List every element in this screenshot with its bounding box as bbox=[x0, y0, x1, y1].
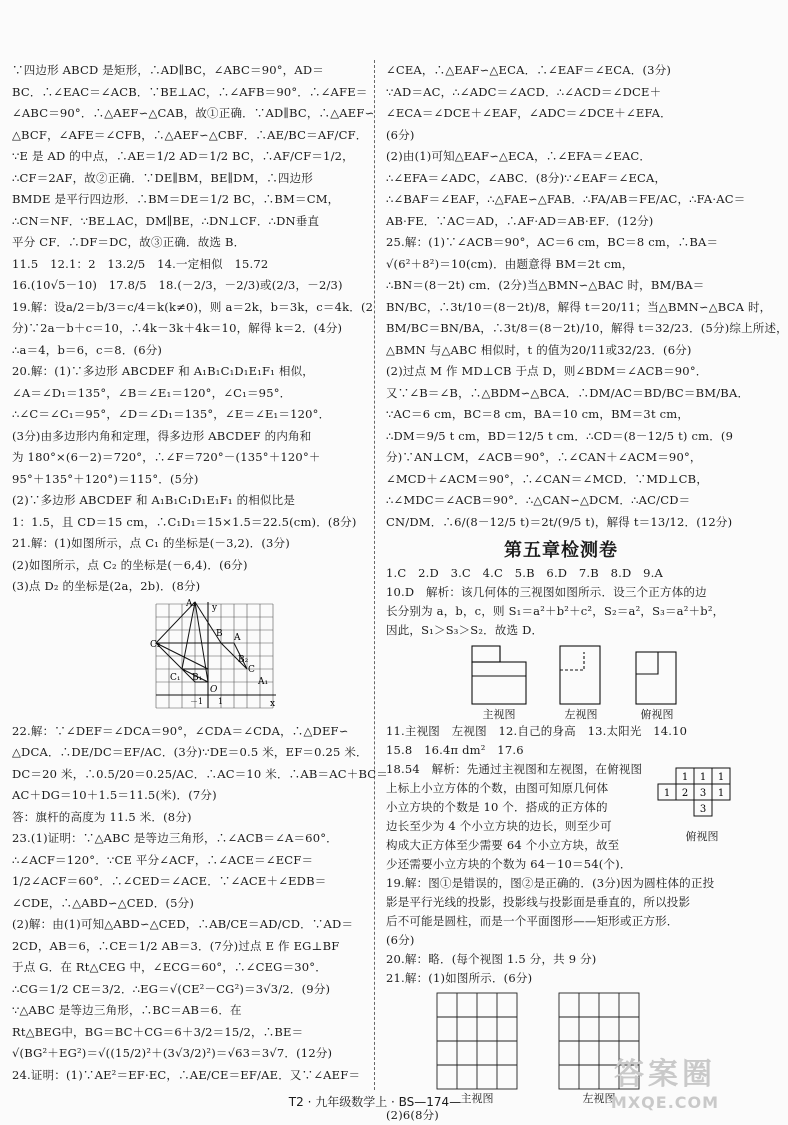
text-line: ∴a＝4，b＝6，c＝8．(6分) bbox=[12, 342, 163, 357]
tv-cell-1-3: 1 bbox=[717, 772, 725, 783]
text-line: △BCF，∠AFE＝∠CFB，∴△AEF∽△CBF．∴AE/BC＝AF/CF． bbox=[12, 127, 368, 142]
point-a-label: A bbox=[234, 632, 241, 643]
point-c1-label: C₁ bbox=[170, 672, 181, 683]
text-line: 11.5 12.1：2 13.2/5 14.一定相似 15.72 bbox=[12, 256, 269, 271]
tv-cell-2-2: 2 bbox=[681, 788, 689, 799]
tv-cell-1-1: 1 bbox=[681, 772, 689, 783]
watermark-url: MXQE.COM bbox=[610, 1093, 720, 1112]
top-view-drawing bbox=[634, 644, 680, 706]
text-line: 95°＋135°＋120°)＝115°．(5分) bbox=[12, 471, 199, 486]
text-line: 1/2∠ACF＝60°．∴∠CED＝∠ACE．∵∠ACE＋∠EDB＝ bbox=[12, 874, 327, 888]
text-line: BN/BC，∴3t/10＝(8－2t)/8，解得 t＝20/11；当△BMN∽△BCA 时， bbox=[386, 299, 772, 314]
text-line: 于点 G．在 Rt△CEG 中，∠ECG＝60°，∴∠CEG＝30°． bbox=[12, 960, 327, 974]
text-line: ∠CEA，∴△EAF∽△ECA．∴∠EAF＝∠ECA．(3分) bbox=[386, 63, 672, 77]
text-line: 16.(10√5－10) 17.8/5 18.(－2/3，－2/3)或(2/3，－2/3) bbox=[12, 278, 343, 292]
text-line: 10.D 解析：该几何体的三视图如图所示．设三个正方体的边 bbox=[386, 585, 707, 599]
text-line: (2)如图所示，点 C₂ 的坐标是(－6,4)．(6分) bbox=[12, 557, 248, 572]
right-lines-d bbox=[386, 874, 736, 988]
q21-front-view-grid bbox=[436, 992, 518, 1090]
text-line: ∠ABC＝90°．∴△AEF∽△CAB，故①正确．∵AD∥BC，∴△AEF∽ bbox=[12, 106, 375, 120]
left-lines-a bbox=[12, 60, 375, 598]
text-line: ∵四边形 ABCD 是矩形，∴AD∥BC，∠ABC＝90°，AD＝ bbox=[12, 63, 325, 77]
text-line: ∠MCD＋∠ACM＝90°，∴∠CAN＝∠MCD．∵MD⊥CB， bbox=[386, 471, 709, 486]
text-line: 又∵∠B＝∠B，∴△BDM∽△BCA．∴DM/AC＝BD/BC＝BM/BA． bbox=[386, 385, 750, 400]
text-line: ∠CDE，∴△ABD∽△CED．(5分) bbox=[12, 895, 195, 910]
text-line: ∠A＝∠D₁＝135°，∠B＝∠E₁＝120°，∠C₁＝95°． bbox=[12, 385, 292, 400]
page-footer: T2 · 九年级数学上 · BS—174— bbox=[288, 1095, 462, 1109]
text-line: 19.解：设a/2＝b/3＝c/4＝k(k≠0)，则 a＝2k，b＝3k，c＝4k．(2 bbox=[12, 299, 374, 314]
text-line: 平分 CF．∴DF＝DC，故③正确．故选 B． bbox=[12, 235, 246, 249]
text-line: 19.解：图①是错误的，图②是正确的．(3分)因为圆柱体的正投 bbox=[386, 876, 715, 890]
point-b-label: B bbox=[216, 628, 223, 639]
text-line: CN/DM．∴6/(8－12/5 t)＝2t/(9/5 t)，解得 t＝13/12．(12分) bbox=[386, 514, 733, 529]
text-line: ∵△ABC 是等边三角形，∴BC＝AB＝6．在 bbox=[12, 1003, 242, 1017]
text-line: BMDE 是平行四边形．∴BM＝DE＝1/2 BC，∴BM＝CM， bbox=[12, 192, 340, 206]
text-line: 分)∵AN⊥CM，∠ACB＝90°，∴∠CAN＋∠ACM＝90°， bbox=[386, 450, 702, 464]
text-line: ∴CN＝NF．∵BE⊥AC，DM∥BE，∴DN⊥CF．∴DN垂直 bbox=[12, 213, 320, 228]
text-line: ∴BN＝(8－2t) cm．(2分)当△BMN∽△BAC 时，BM/BA＝ bbox=[386, 278, 705, 292]
text-line: AB·FE．∵AC＝AD，∴AF·AD＝AB·EF．(12分) bbox=[386, 213, 654, 228]
text-line: ∴∠MDC＝∠ACB＝90°．∴△CAN∽△DCM．∴AC/CD＝ bbox=[386, 493, 691, 507]
text-line: BC．∴∠EAC＝∠ACB．∵BE⊥AC，∴∠AFB＝90°．∴∠AFE＝ bbox=[12, 84, 368, 99]
text-line: (2)解：由(1)可知△ABD∽△CED，∴AB/CE＝AD/CD．∵AD＝ bbox=[12, 917, 354, 931]
text-line: 边长至少为 4 个小立方块的边长，则至少可 bbox=[386, 819, 612, 833]
text-line: (2)由(1)可知△EAF∽△ECA，∴∠EFA＝∠EAC． bbox=[386, 149, 652, 163]
text-line: 1：1.5，且 CD＝15 cm，∴C₁D₁＝15×1.5＝22.5(cm)．(8分) bbox=[12, 514, 357, 529]
front-view-drawing bbox=[470, 644, 528, 706]
text-line: AC＋DG＝10＋1.5＝11.5(米)．(7分) bbox=[12, 788, 217, 802]
text-line: 25.解：(1)∵∠ACB＝90°，AC＝6 cm，BC＝8 cm，∴BA＝ bbox=[386, 235, 719, 249]
q11-q18-block bbox=[386, 722, 736, 874]
tv-cell-3-1: 3 bbox=[699, 804, 707, 815]
text-line: 答：旗杆的高度为 11.5 米．(8分) bbox=[12, 809, 192, 824]
text-line: 21.解：(1)如图所示，点 C₁ 的坐标是(－3,2)．(3分) bbox=[12, 536, 290, 550]
q18-top-view-label: 俯视图 bbox=[685, 830, 719, 843]
text-line: 小立方块的个数是 10 个．搭成的正方体的 bbox=[386, 800, 608, 814]
text-line: 后不可能是圆柱，而是一个平面图形——矩形或正方形． bbox=[386, 914, 679, 928]
left-column bbox=[12, 60, 389, 1082]
text-line: (6分) bbox=[386, 933, 415, 947]
text-line: 影是平行光线的投影，投影线与投影面是垂直的，所以投影 bbox=[386, 895, 691, 909]
tick-neg1-label: －1 bbox=[190, 696, 204, 706]
coordinate-grid-svg bbox=[152, 600, 280, 715]
tv-cell-2-4: 1 bbox=[717, 788, 725, 799]
text-line: ∵AD＝AC，∴∠ADC＝∠ACD．∴∠ACD＝∠DCE＋ bbox=[386, 84, 662, 99]
text-line: (3)点 D₂ 的坐标是(2a，2b)．(8分) bbox=[12, 579, 201, 593]
text-line: (2)过点 M 作 MD⊥CB 于点 D，则∠BDM＝∠ACB＝90°． bbox=[386, 364, 708, 378]
text-line: ∴∠C＝∠C₁＝95°，∠D＝∠D₁＝135°，∠E＝∠E₁＝120°． bbox=[12, 407, 331, 421]
text-line: ∴CF＝2AF，故②正确．∵DE∥BM，BE∥DM，∴四边形 bbox=[12, 170, 314, 185]
left-view-drawing bbox=[558, 644, 604, 706]
text-line: √(BG²＋EG²)＝√((15/2)²＋(3√3/2)²)＝√63＝3√7．(12分) bbox=[12, 1046, 333, 1060]
text-line: ∴∠BAF＝∠EAF，∴△FAE∽△FAB．∴FA/AB＝FE/AC，∴FA·AC＝ bbox=[386, 192, 746, 206]
text-line: ∴DM＝9/5 t cm，BD＝12/5 t cm．∴CD＝(8－12/5 t) cm．(9 bbox=[386, 428, 734, 443]
text-line: 24.证明：(1)∵AE²＝EF·EC，∴AE/CE＝EF/AE．又∵∠AEF＝ bbox=[12, 1067, 361, 1082]
watermark-main: 答案圈 bbox=[614, 1057, 716, 1092]
text-line: ∴CG＝1/2 CE＝3/2．∴EG＝√(CE²－CG²)＝3√3/2．(9分) bbox=[12, 981, 331, 996]
text-line: DC＝20 米，∴0.5/20＝0.25/AC．∴AC＝10 米．∴AB＝AC＋BC＝ bbox=[12, 766, 389, 781]
text-line: △DCA．∴DE/DC＝EF/AC．(3分)∵DE＝0.5 米，EF＝0.25 米． bbox=[12, 745, 368, 759]
point-b2-label: B₂ bbox=[238, 654, 249, 665]
point-c-label: C bbox=[248, 664, 255, 675]
text-line: Rt△BEG中，BG＝BC＋CG＝6＋3/2＝15/2，∴BE＝ bbox=[12, 1024, 304, 1039]
text-line: ∴∠ACF＝120°．∵CE 平分∠ACF，∴∠ACE＝∠ECF＝ bbox=[12, 852, 314, 867]
chapter-title: 第五章检测卷 bbox=[504, 540, 618, 561]
text-line: 构成大正方体至少需要 64 个小立方块，故至 bbox=[386, 838, 620, 852]
watermark-logo bbox=[590, 1057, 740, 1117]
q10-top-view bbox=[634, 644, 680, 722]
tv-cell-2-1: 1 bbox=[663, 788, 671, 799]
text-line: 20.解：略．(每个视图 1.5 分，共 9 分) bbox=[386, 952, 597, 966]
q10-front-view-label: 主视图 bbox=[482, 708, 516, 721]
text-line: ∠ECA＝∠DCE＋∠EAF，∠ADC＝∠DCE＋∠EFA． bbox=[386, 106, 672, 120]
q21-left-view-label: 左视图 bbox=[582, 1092, 616, 1105]
text-line: 21.解：(1)如图所示．(6分) bbox=[386, 971, 533, 985]
tick-1-label: 1 bbox=[218, 696, 224, 706]
text-line: (3分)由多边形内角和定理，得多边形 ABCDEF 的内角和 bbox=[12, 428, 312, 443]
text-line: △BMN 与△ABC 相似时，t 的值为20/11或32/23．(6分) bbox=[386, 342, 692, 357]
tv-cell-2-3: 3 bbox=[699, 788, 707, 799]
text-line: 分)∵2a－b＋c＝10，∴4k－3k＋4k＝10，解得 k＝2．(4分) bbox=[12, 321, 343, 335]
point-a1-label: A₁ bbox=[258, 676, 269, 687]
q10-three-views bbox=[470, 644, 736, 722]
text-line: √(6²＋8²)＝10(cm)．由题意得 BM＝2t cm， bbox=[386, 256, 634, 271]
text-line: 2CD，AB＝6，∴CE＝1/2 AB＝3．(7分)过点 E 作 EG⊥BF bbox=[12, 938, 340, 953]
text-line: BM/BC＝BN/BA，∴3t/8＝(8－2t)/10，解得 t＝32/23．(5分)综上所述， bbox=[386, 321, 788, 335]
point-c2-label: C₂ bbox=[150, 639, 161, 650]
text-line: 长分别为 a，b，c，则 S₁＝a²＋b²＋c²，S₂＝a²，S₃＝a²＋b²， bbox=[386, 604, 725, 618]
point-b1-label: B₁ bbox=[192, 672, 203, 683]
coordinate-grid-figure bbox=[152, 600, 364, 719]
q10-top-view-label: 俯视图 bbox=[640, 708, 674, 721]
text-line: 20.解：(1)∵多边形 ABCDEF 和 A₁B₁C₁D₁E₁F₁ 相似， bbox=[12, 364, 314, 378]
text-line: 少还需要小立方块的个数为 64－10＝54(个)． bbox=[386, 857, 632, 871]
q18-top-view bbox=[644, 766, 736, 844]
text-line: 上标上小立方体的个数，由图可知原几何体 bbox=[386, 781, 609, 795]
text-line: 因此，S₁＞S₃＞S₂．故选 D． bbox=[386, 623, 544, 637]
text-line: 11.主视图 左视图 12.自己的身高 13.太阳光 14.10 bbox=[386, 724, 688, 738]
q10-left-view-label: 左视图 bbox=[564, 708, 598, 721]
tv-cell-1-2: 1 bbox=[699, 772, 707, 783]
text-line: (2)∵多边形 ABCDEF 和 A₁B₁C₁D₁E₁F₁ 的相似比是 bbox=[12, 493, 296, 507]
text-line: 23.(1)证明：∵△ABC 是等边三角形，∴∠ACB＝∠A＝60°． bbox=[12, 831, 338, 845]
text-line: ∴∠EFA＝∠ADC，∠ABC．(8分)∵∠EAF＝∠ECA， bbox=[386, 170, 667, 185]
right-lines-b bbox=[386, 564, 736, 640]
text-line: (6分) bbox=[386, 127, 415, 142]
text-line: ∵E 是 AD 的中点，∴AE＝1/2 AD＝1/2 BC，∴AF/CF＝1/2， bbox=[12, 149, 354, 163]
q10-left-view bbox=[558, 644, 604, 722]
text-line: 18.54 解析：先通过主视图和左视图，在俯视图 bbox=[386, 762, 643, 776]
x-axis-label: x bbox=[270, 698, 276, 709]
origin-label: O bbox=[210, 684, 218, 695]
text-line: (2)6(8分) bbox=[386, 1108, 439, 1122]
text-line: ∵AC＝6 cm，BC＝8 cm，BA＝10 cm，BM＝3t cm， bbox=[386, 407, 690, 421]
text-line: 为 180°×(6－2)＝720°，∴∠F＝720°－(135°＋120°＋ bbox=[12, 450, 321, 464]
left-lines-b bbox=[12, 721, 389, 1087]
q18-top-view-grid bbox=[644, 766, 736, 824]
text-line: 1.C 2.D 3.C 4.C 5.B 6.D 7.B 8.D 9.A bbox=[386, 566, 664, 580]
q21-front-view bbox=[436, 992, 518, 1106]
y-axis-label: y bbox=[212, 602, 218, 613]
q10-front-view bbox=[470, 644, 528, 722]
text-line: 22.解：∵∠DEF＝∠DCA＝90°，∠CDA＝∠CDA，∴△DEF∽ bbox=[12, 723, 349, 738]
right-lines-a bbox=[386, 60, 788, 533]
text-line: 15.8 16.4π dm² 17.6 bbox=[386, 743, 524, 757]
q21-front-view-label: 主视图 bbox=[460, 1092, 494, 1105]
column-divider bbox=[374, 60, 375, 1090]
point-a2-label: A₂ bbox=[186, 598, 197, 609]
